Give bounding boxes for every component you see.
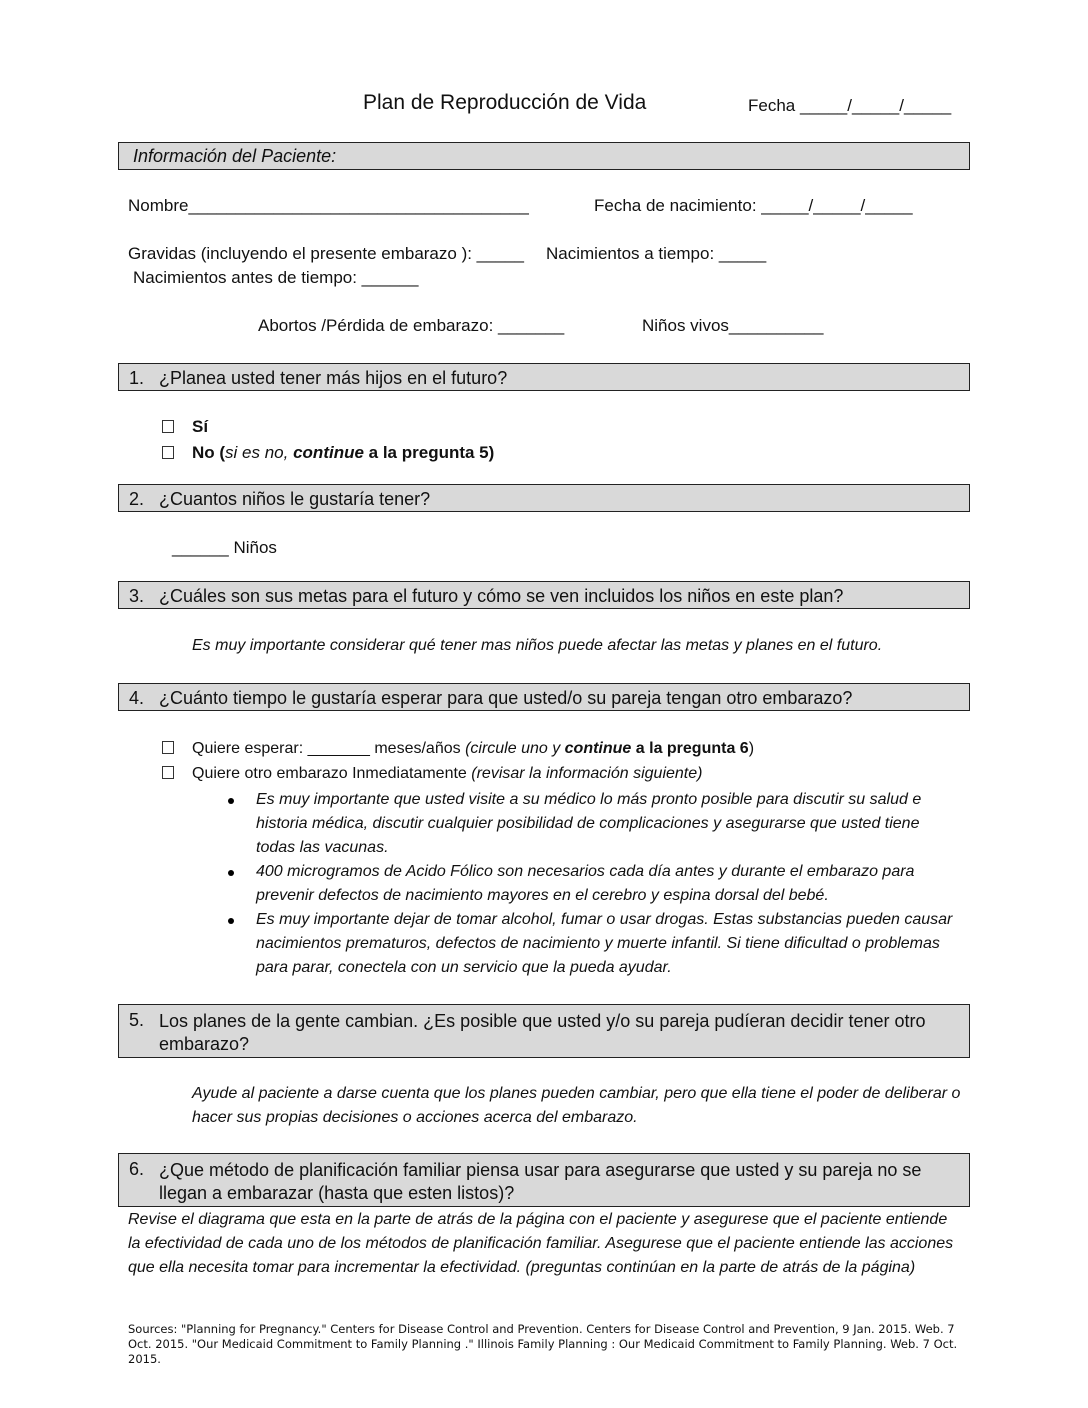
q4-bullet-2: 400 microgramos de Acido Fólico son necesarios cada día antes y durante el embarazo para prevenir defectos de nacimiento mayores en el cerebro y espina dorsal del bebé. (256, 863, 915, 904)
question-3-bar (118, 581, 970, 609)
q4-option-wait[interactable] (162, 740, 754, 758)
patient-info-heading: Información del Paciente: (133, 146, 337, 166)
question-6-number: 6. (129, 1159, 145, 1179)
question-4-number: 4. (129, 688, 145, 708)
q4-wait-suffix: a la pregunta 6 (631, 740, 749, 757)
question-5-number: 5. (129, 1010, 145, 1030)
q1-no-continue: continue (293, 443, 364, 462)
preterm-field[interactable]: Nacimientos antes de tiempo: ______ (133, 268, 419, 287)
full-term-field[interactable]: Nacimientos a tiempo: _____ (546, 244, 767, 263)
date-field[interactable]: Fecha _____/_____/_____ (748, 96, 952, 115)
q4-now-label: Quiere otro embarazo Inmediatamente (192, 765, 472, 782)
checkbox-wait[interactable] (162, 741, 174, 754)
dob-field[interactable]: Fecha de nacimiento: _____/_____/_____ (594, 196, 913, 215)
question-2-number: 2. (129, 489, 145, 509)
question-4-bar (118, 683, 970, 711)
question-3-text: ¿Cuáles son sus metas para el futuro y cómo se ven incluidos los niños en este plan? (159, 586, 844, 606)
q4-bullet-3: Es muy importante dejar de tomar alcohol, fumar o usar drogas. Estas substancias pueden causar nacimientos prematuros, defectos de nacimiento y muerte infantil. Si tiene dificultad o problemas para parar, conectela con un servicio que la pueda ayudar. (256, 911, 953, 976)
q1-no-italic: si es no, (225, 443, 289, 462)
living-children-field[interactable]: Niños vivos__________ (642, 316, 824, 335)
sources-footnote: Sources: "Planning for Pregnancy." Centers for Disease Control and Prevention. Centers for Disease Control and Prevention, 9 Jan. 2015. Web. 7 Oct. 2015. "Our Medicaid Commitment to Family Planning ." Illinois Family Planning : Our Medicaid Commitment to Family Planning. Web. 7 Oct. 2015. (128, 1322, 958, 1366)
q4-wait-italic: (circule uno y (465, 740, 565, 757)
bullet-icon (228, 918, 234, 924)
q1-no-suffix: a la pregunta 5) (363, 443, 495, 462)
question-6-bar (118, 1153, 970, 1207)
bullet-icon (228, 870, 234, 876)
q1-no-prefix: No ( (192, 443, 226, 462)
question-2-text: ¿Cuantos niños le gustaría tener? (159, 489, 431, 509)
document-title: Plan de Reproducción de Vida (363, 91, 647, 114)
checkbox-yes[interactable] (162, 420, 174, 433)
q3-note: Es muy importante considerar qué tener mas niños puede afectar las metas y planes en el futuro. (192, 637, 883, 654)
question-5-text: Los planes de la gente cambian. ¿Es posible que usted y/o su pareja pudíeran decidir tener otro embarazo? (159, 1011, 926, 1054)
question-2-bar (118, 484, 970, 512)
question-1-text: ¿Planea usted tener más hijos en el futuro? (159, 368, 508, 388)
question-4-text: ¿Cuánto tiempo le gustaría esperar para que usted/o su pareja tengan otro embarazo? (159, 688, 853, 708)
question-5-bar (118, 1004, 970, 1058)
bullet-icon (228, 798, 234, 804)
name-field[interactable]: Nombre____________________________________ (128, 196, 529, 215)
abortions-field[interactable]: Abortos /Pérdida de embarazo: _______ (258, 316, 565, 335)
q5-note: Ayude al paciente a darse cuenta que los planes pueden cambiar, pero que ella tiene el poder de deliberar o hacer sus propias decisiones o acciones acerca del embarazo. (192, 1085, 961, 1126)
q1-option-no[interactable] (162, 443, 494, 463)
q4-now-italic: (revisar la información siguiente) (471, 765, 703, 782)
q4-bullet-1: Es muy importante que usted visite a su médico lo más pronto posible para discutir su salud e historia médica, discutir cualquier posibilidad de complicaciones y asegurarse que usted tiene todas las vacunas. (256, 791, 922, 856)
patient-info-bar (118, 142, 970, 170)
q4-wait-prefix: Quiere esperar: _______ meses/años (192, 740, 466, 757)
gravidas-field[interactable]: Gravidas (incluyendo el presente embarazo ): _____ (128, 244, 524, 263)
q4-wait-close: ) (748, 740, 755, 757)
question-1-number: 1. (129, 368, 145, 388)
q1-yes-label: Sí (192, 417, 209, 436)
checkbox-now[interactable] (162, 766, 174, 779)
checkbox-no[interactable] (162, 446, 174, 459)
question-3-number: 3. (129, 586, 145, 606)
q2-children-field[interactable]: ______ Niños (172, 538, 277, 557)
question-1-bar (118, 363, 970, 391)
question-6-text: ¿Que método de planificación familiar piensa usar para asegurarse que usted y su pareja no se llegan a embarazar (hasta que esten listos)? (159, 1160, 922, 1203)
q6-note: Revise el diagrama que esta en la parte de atrás de la página con el paciente y asegurese que el paciente entiende la efectividad de cada uno de los métodos de planificación familiar. Asegurese que el paciente entiende las acciones que ella necesita tomar para incrementar la efectividad. (preguntas continúan en la parte de atrás de la página) (128, 1211, 954, 1276)
q4-wait-continue: continue (564, 740, 632, 757)
q4-option-now[interactable] (162, 765, 702, 783)
q1-option-yes[interactable] (162, 417, 208, 437)
